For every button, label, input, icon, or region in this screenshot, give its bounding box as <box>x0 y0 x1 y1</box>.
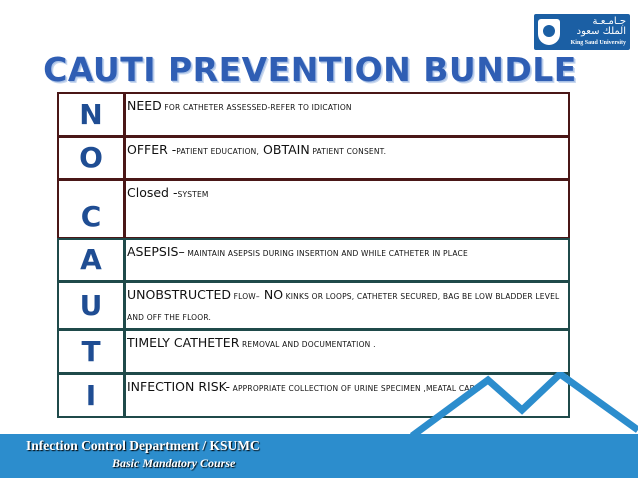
row-keyword-2: NO <box>259 287 284 302</box>
table-row <box>57 179 570 239</box>
row-letter: N <box>59 94 126 135</box>
table-row <box>57 136 570 180</box>
row-detail: PATIENT EDUCATION, <box>176 147 260 156</box>
logo-english-text: King Saud University <box>570 40 626 46</box>
row-keyword: NEED <box>127 98 162 113</box>
footer-course: Basic Mandatory Course <box>112 456 236 470</box>
row-text <box>127 242 562 263</box>
row-keyword-2: OBTAIN <box>259 142 310 157</box>
row-letter: I <box>59 375 126 416</box>
row-keyword: OFFER - <box>127 142 177 157</box>
row-text <box>127 140 562 161</box>
logo-arabic-line1: جـامـعـة <box>592 16 626 27</box>
table-row <box>57 281 570 330</box>
row-text <box>127 96 562 117</box>
row-text <box>127 183 562 204</box>
seal-icon <box>538 19 560 45</box>
table-row <box>57 92 570 137</box>
row-text <box>127 333 562 354</box>
table-row <box>57 238 570 282</box>
mountains-decoration <box>410 372 638 436</box>
row-text <box>127 285 562 327</box>
row-letter: O <box>59 138 126 178</box>
row-detail: APPROPRIATE COLLECTION OF URINE SPECIMEN ,MEATAL CARE <box>230 384 480 393</box>
row-keyword: UNOBSTRUCTED <box>127 287 231 302</box>
row-detail: MAINTAIN ASEPSIS DURING INSERTION AND WHILE CATHETER IN PLACE <box>184 249 468 258</box>
row-detail-2: PATIENT CONSENT. <box>309 147 387 156</box>
row-keyword: Closed - <box>127 185 178 200</box>
row-keyword: ASEPSIS– <box>127 244 185 259</box>
logo-arabic-line2: الملك سعود <box>576 26 626 37</box>
bundle-table <box>57 92 570 418</box>
table-row <box>57 329 570 374</box>
row-detail: FOR CATHETER ASSESSED-REFER TO IDICATION <box>161 103 352 112</box>
row-detail: REMOVAL AND DOCUMENTATION . <box>239 340 376 349</box>
row-letter: T <box>59 331 126 372</box>
row-letter: U <box>59 283 126 328</box>
row-letter: C <box>59 181 126 237</box>
row-detail: FLOW– <box>231 292 260 301</box>
page-title: CAUTI PREVENTION BUNDLE <box>43 50 577 89</box>
logo-arabic-text <box>564 17 626 37</box>
row-keyword: INFECTION RISK- <box>127 379 231 394</box>
row-keyword: TIMELY CATHETER <box>127 335 240 350</box>
row-detail-2: KINKS OR LOOPS, CATHETER SECURED, BAG BE LOW BLADDER LEVEL AND OFF THE FLOOR. <box>127 292 560 322</box>
footer-department: Infection Control Department / KSUMC <box>26 438 260 453</box>
row-detail: SYSTEM <box>177 190 209 199</box>
university-logo <box>534 14 630 50</box>
row-letter: A <box>59 240 126 280</box>
